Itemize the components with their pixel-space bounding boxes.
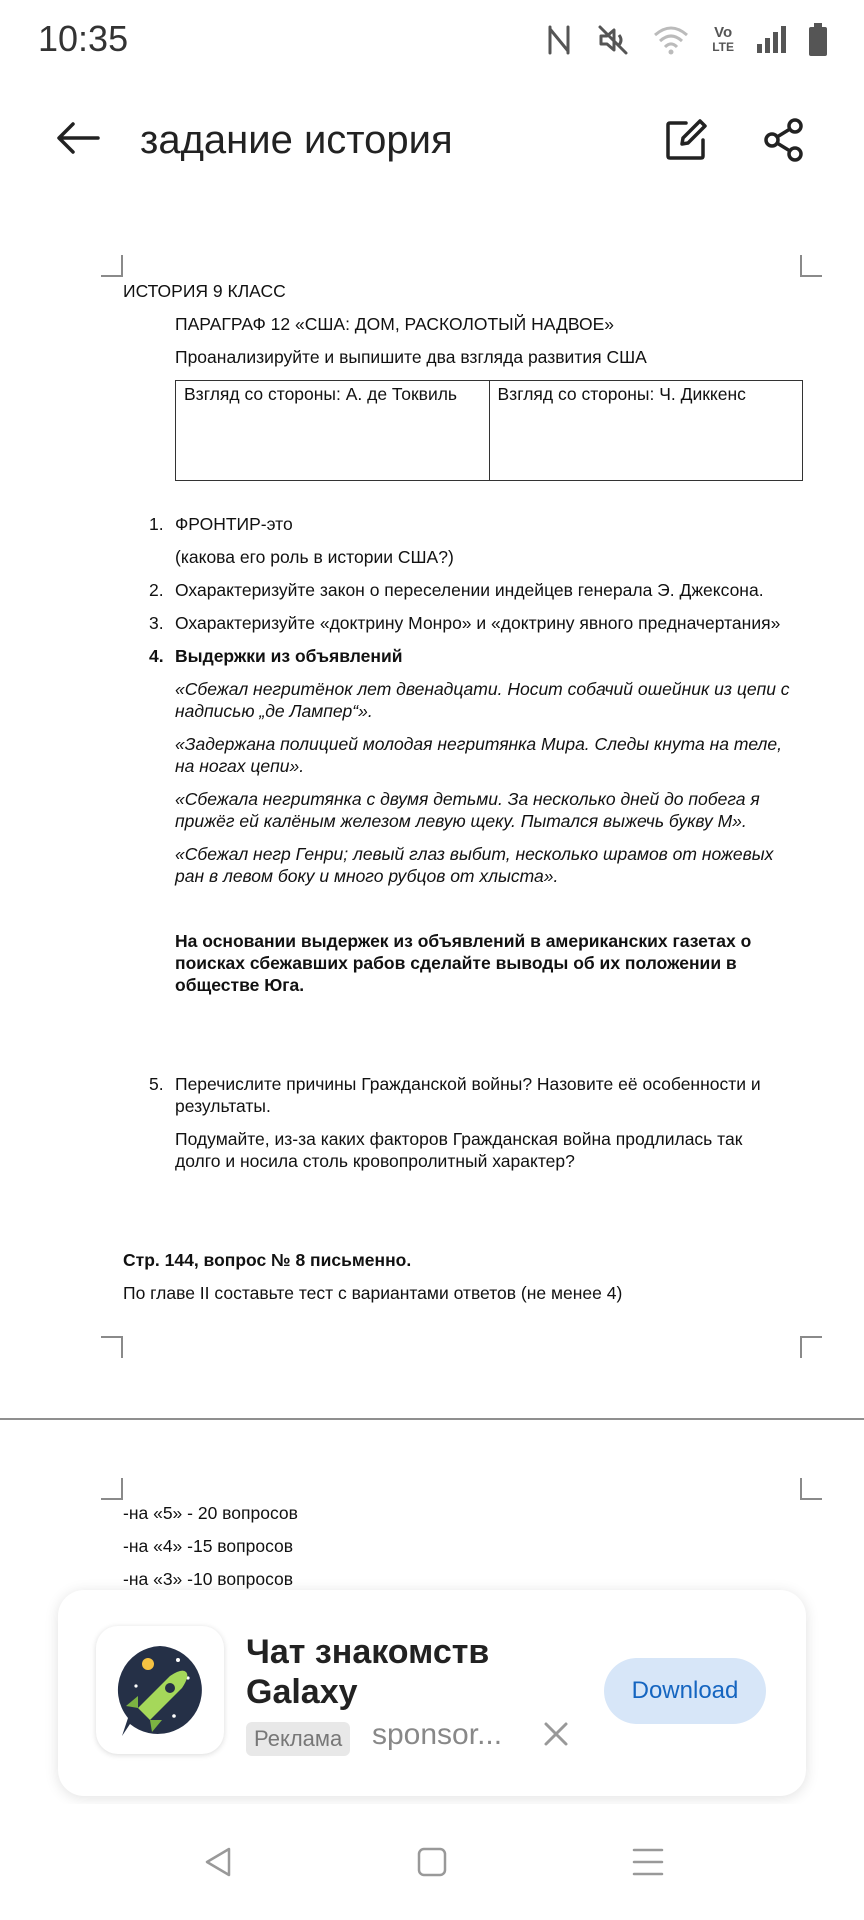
page-task: Стр. 144, вопрос № 8 письменно.	[123, 1250, 412, 1270]
wifi-icon	[652, 25, 690, 55]
status-time: 10:35	[38, 18, 129, 59]
ad-badge: Реклама	[246, 1722, 350, 1756]
quote: «Сбежал негр Генри; левый глаз выбит, несколько шрамов от ножевых ран в левом боку и много рубцов от хлыста».	[175, 844, 774, 886]
list-number: 2.	[149, 580, 164, 600]
ad-title[interactable]: Чат знакомств Galaxy	[246, 1633, 490, 1711]
page-corner-mark	[800, 1336, 822, 1358]
list-item-civil-war: Перечислите причины Гражданской войны? Назовите её особенности и результаты.	[175, 1074, 761, 1116]
nav-back-button[interactable]	[190, 1836, 246, 1892]
table-cell-dickens: Взгляд со стороны: Ч. Диккенс	[489, 381, 803, 480]
navigation-bar	[0, 1804, 864, 1920]
quote: «Сбежала негритянка с двумя детьми. За несколько дней до побега я прижёг ей калёным железом левую щеку. Пытался выжечь букву М».	[175, 789, 760, 831]
grade-item: -на «4» -15 вопросов	[123, 1536, 294, 1556]
grade-item: -на «5» - 20 вопросов	[123, 1503, 298, 1523]
task-intro: Проанализируйте и выпишите два взгляда развития США	[175, 347, 647, 367]
mute-icon	[596, 23, 630, 57]
list-item-frontier-sub: (какова его роль в истории США?)	[175, 547, 454, 567]
test-task: По главе II составьте тест с вариантами ответов (не менее 4)	[123, 1283, 623, 1303]
list-item-jackson-law: Охарактеризуйте закон о переселении индейцев генерала Э. Джексона.	[175, 580, 764, 600]
ad-close-button[interactable]	[538, 1718, 574, 1754]
volte-top: Vo	[714, 24, 733, 41]
list-item-frontier: ФРОНТИР-это	[175, 514, 293, 534]
ad-banner[interactable]	[58, 1590, 806, 1796]
rocket-app-icon[interactable]	[96, 1626, 224, 1754]
page-corner-mark	[800, 255, 822, 277]
ad-download-button[interactable]: Download	[604, 1658, 766, 1724]
quote: «Задержана полицией молодая негритянка Мира. Следы кнута на теле, на ногах цепи».	[175, 734, 783, 776]
list-item-excerpts: Выдержки из объявлений	[175, 646, 403, 666]
list-item-monroe-doctrine: Охарактеризуйте «доктрину Монро» и «доктрину явного предначертания»	[175, 613, 781, 633]
close-icon	[543, 1721, 569, 1752]
conclusion-task: На основании выдержек из объявлений в американских газетах о поисках сбежавших рабов сделайте выводы об их положении в обществе Юга.	[175, 931, 752, 995]
arrow-left-icon	[56, 121, 100, 160]
list-number: 3.	[149, 613, 164, 633]
list-number: 4.	[149, 646, 164, 666]
share-icon	[762, 118, 806, 167]
table-cell-tocqueville: Взгляд со стороны: А. де Токвиль	[184, 384, 458, 404]
app-bar	[0, 100, 864, 184]
nav-home-icon	[416, 1846, 448, 1883]
volte-bottom: LTE	[712, 40, 734, 54]
nav-back-icon	[201, 1845, 235, 1884]
page-corner-mark	[800, 1478, 822, 1500]
nav-menu-icon	[631, 1847, 665, 1882]
page-corner-mark	[101, 255, 123, 277]
list-number: 1.	[149, 514, 164, 534]
nav-home-button[interactable]	[404, 1836, 460, 1892]
back-button[interactable]	[50, 112, 106, 168]
volte-icon	[712, 26, 734, 54]
nfc-icon	[544, 23, 574, 57]
edit-button[interactable]	[658, 114, 714, 170]
page-corner-mark	[101, 1336, 123, 1358]
views-table	[175, 380, 803, 481]
page-corner-mark	[101, 1478, 123, 1500]
edit-icon	[664, 118, 708, 167]
doc-header: ИСТОРИЯ 9 КЛАСС	[123, 281, 286, 301]
page-divider	[0, 1418, 864, 1420]
ad-sponsor: sponsor...	[372, 1718, 503, 1751]
battery-icon	[808, 23, 828, 57]
signal-icon	[756, 26, 786, 54]
quote: «Сбежал негритёнок лет двенадцати. Носит собачий ошейник из цепи с надписью „де Лампер“».	[175, 679, 790, 721]
document-title: задание история	[140, 118, 453, 162]
status-bar	[0, 0, 864, 84]
nav-menu-button[interactable]	[620, 1836, 676, 1892]
list-item-civil-war-sub: Подумайте, из-за каких факторов Гражданская война продлилась так долго и носила столь кровопролитный характер?	[175, 1129, 743, 1171]
grade-item: -на «3» -10 вопросов	[123, 1569, 294, 1589]
paragraph-title: ПАРАГРАФ 12 «США: ДОМ, РАСКОЛОТЫЙ НАДВОЕ»	[175, 314, 614, 334]
list-number: 5.	[149, 1074, 164, 1094]
share-button[interactable]	[756, 114, 812, 170]
status-icons	[544, 20, 828, 60]
